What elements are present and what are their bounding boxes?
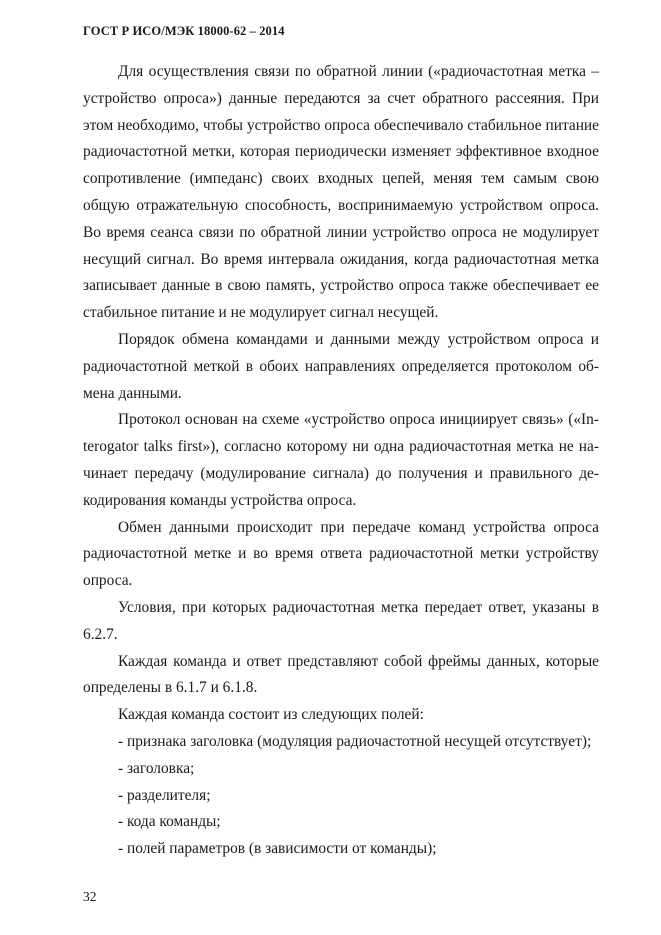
paragraph-frames: Каждая команда и ответ представляют собой фреймы данных, которые определены в 6.1.7 и 6.1.8. [83, 652, 599, 697]
list-item: - заголовка; [118, 759, 195, 777]
list-item: - полей параметров (в зависимости от команды); [118, 840, 437, 858]
paragraph-backscatter: Для осуществления связи по обратной линии («радиочастотная метка – устройство опроса») данные передаются за счет обратного рассеяния. При этом необходимо, чтобы устройство опроса обеспечивало стабильное питание радиочастотной метки, которая периодически изменяет эффективное входное сопротивление (импеданс) своих входных цепей, меняя тем самым свою общую отражательную способность, воспринимаемую устройством опроса. Во время сеанса связи по обратной линии устройство опроса не модулирует несущий сигнал. Во время интервала ожидания, когда радиочастотная метка записывает данные в свою память, устройство опроса также обеспечивает ее стабильное питание и не модулирует сигнал несущей. [83, 63, 599, 322]
paragraph-response-conditions: Условия, при которых радиочастотная метка передает ответ, указаны в 6.2.7. [83, 598, 599, 643]
paragraph-command-fields: Каждая команда состоит из следующих полей: [118, 706, 424, 724]
page-number: 32 [83, 889, 97, 904]
list-item: - разделителя; [118, 786, 211, 804]
paragraph-exchange-order: Порядок обмена командами и данными между устройством опроса и радиочастотной меткой в обоих направлениях определяется протоколом обмена данными. [83, 330, 599, 402]
list-item: - признака заголовка (модуляция радиочастотной несущей отсутствует); [118, 732, 592, 750]
list-item: - кода команды; [118, 813, 221, 831]
document-header: ГОСТ Р ИСО/МЭК 18000-62 – 2014 [83, 24, 285, 38]
paragraph-data-exchange: Обмен данными происходит при передаче команд устройства опроса радиочастотной метке и во время ответа радиочастотной метки устройству опроса. [83, 518, 599, 590]
paragraph-protocol: Протокол основан на схеме «устройство опроса инициирует связь» («Interogator talks first»), согласно которому ни одна радиочастотная метка не начинает передачу (модулирование сигнала) до получения и правильного декодирования команды устройства опроса. [83, 411, 599, 509]
document-body [83, 59, 599, 863]
